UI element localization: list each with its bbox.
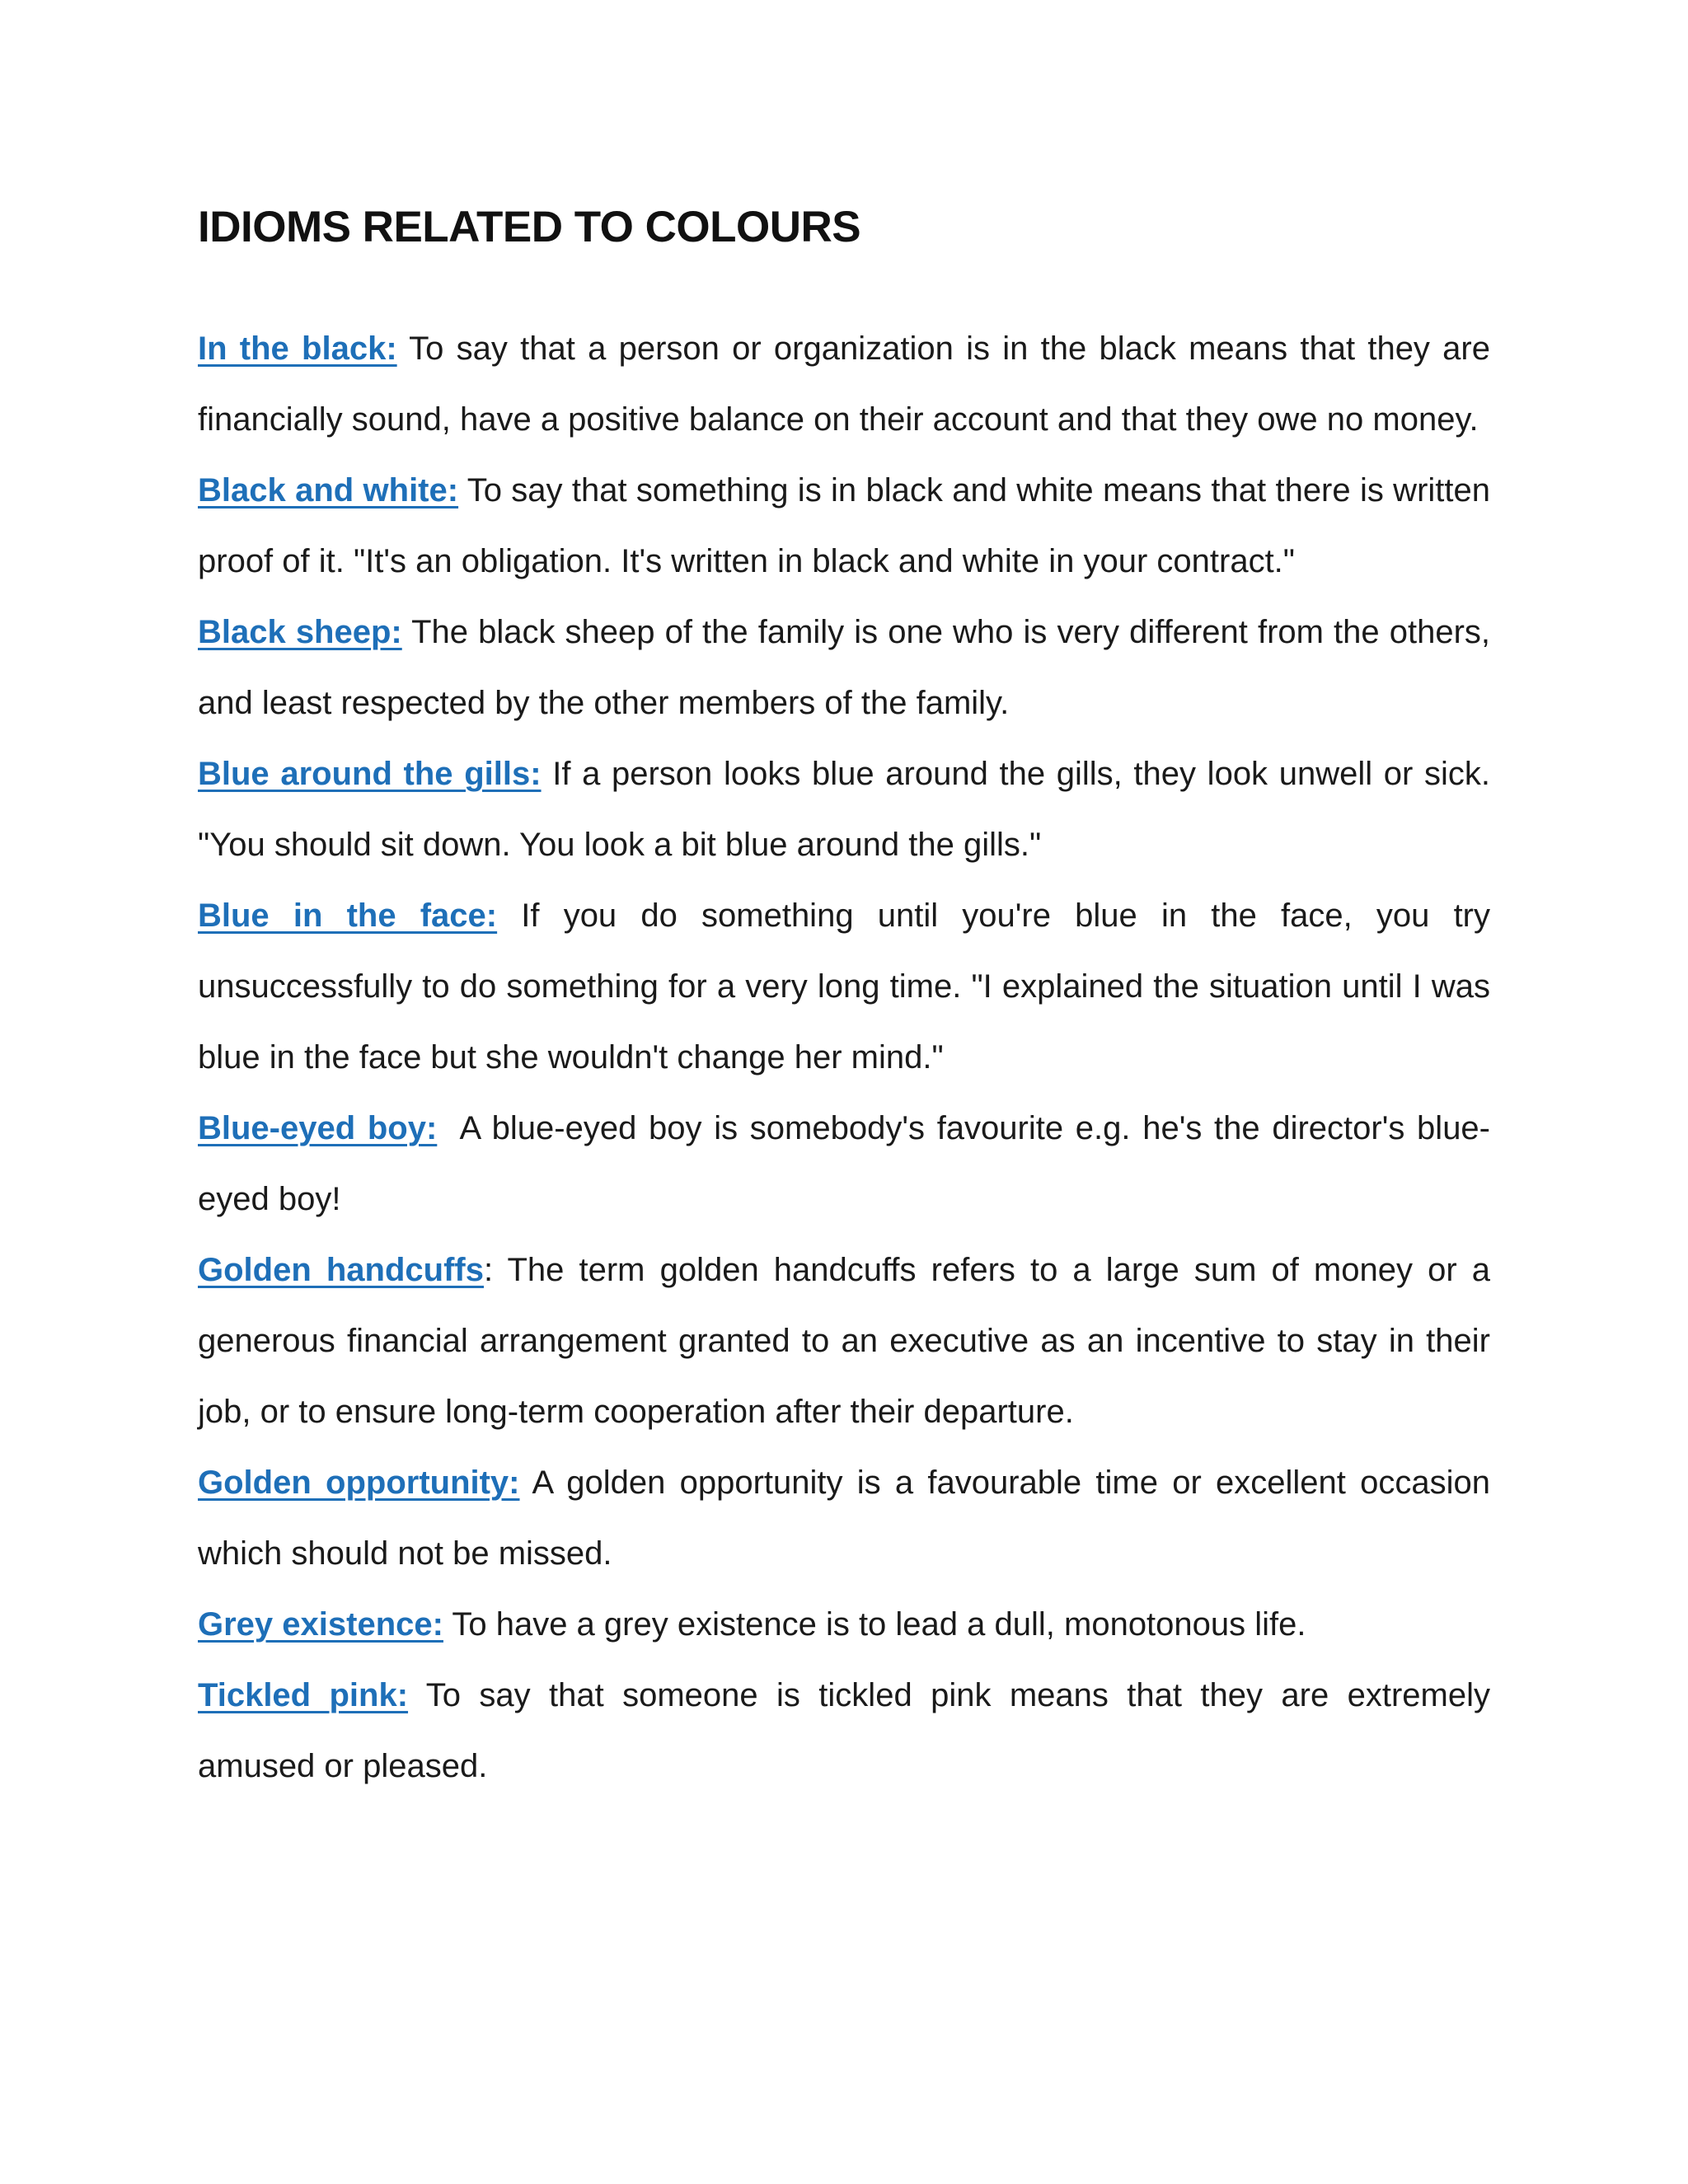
idiom-definition: The black sheep of the family is one who is very different from the others, and least respected by the other members of the family. xyxy=(198,614,1491,721)
idiom-definition: To have a grey existence is to lead a dull, monotonous life. xyxy=(443,1606,1306,1643)
idiom-term-link[interactable]: Blue around the gills: xyxy=(198,756,542,792)
idiom-entry xyxy=(198,1447,1490,1589)
idiom-definition: If you do something until you're blue in the face, you try unsuccessfully to do something for a very long time. "I explained the situation until I was blue in the face but she wouldn't change her mind." xyxy=(198,898,1491,1076)
idiom-definition: The term golden handcuffs refers to a large sum of money or a generous financial arrangement granted to an executive as an incentive to stay in their job, or to ensure long-term cooperation after their departure. xyxy=(198,1252,1490,1430)
idiom-term-link[interactable]: Black and white: xyxy=(198,472,459,509)
idioms-list xyxy=(198,313,1490,1802)
idiom-term-link[interactable]: Golden handcuffs xyxy=(198,1252,484,1288)
idiom-definition: If a person looks blue around the gills, they look unwell or sick. "You should sit down. You look a bit blue around the gills." xyxy=(198,756,1490,863)
idiom-separator: : xyxy=(483,1252,494,1288)
idiom-entry xyxy=(198,1093,1490,1235)
document-page xyxy=(198,198,1490,1802)
idiom-definition: A golden opportunity is a favourable time or excellent occasion which should not be missed. xyxy=(198,1465,1491,1572)
idiom-entry xyxy=(198,738,1490,880)
idiom-term-link[interactable]: Blue in the face: xyxy=(198,898,498,934)
idiom-entry xyxy=(198,1589,1490,1660)
idiom-term-link[interactable]: In the black: xyxy=(198,330,397,367)
idiom-entry xyxy=(198,597,1490,738)
idiom-definition: To say that a person or organization is in the black means that they are financially sound, have a positive balance on their account and that they owe no money. xyxy=(198,330,1490,438)
page-title: IDIOMS RELATED TO COLOURS xyxy=(198,203,861,251)
idiom-entry xyxy=(198,313,1490,455)
idiom-entry xyxy=(198,1235,1490,1447)
idiom-term-link[interactable]: Tickled pink: xyxy=(198,1677,409,1713)
idiom-term-link[interactable]: Blue-eyed boy: xyxy=(198,1110,438,1146)
idiom-entry xyxy=(198,455,1490,597)
idiom-term-link[interactable]: Golden opportunity: xyxy=(198,1465,520,1501)
idiom-entry xyxy=(198,1660,1490,1802)
idiom-definition: To say that something is in black and white means that there is written proof of it. "It's an obligation. It's written in black and white in your contract." xyxy=(198,472,1490,579)
idiom-term-link[interactable]: Grey existence: xyxy=(198,1606,443,1643)
idiom-term-link[interactable]: Black sheep: xyxy=(198,614,402,650)
idiom-definition: To say that someone is tickled pink means that they are extremely amused or pleased. xyxy=(198,1677,1490,1784)
idiom-definition: A blue-eyed boy is somebody's favourite e.g. he's the director's blue-eyed boy! xyxy=(198,1110,1491,1217)
idiom-entry xyxy=(198,880,1490,1093)
